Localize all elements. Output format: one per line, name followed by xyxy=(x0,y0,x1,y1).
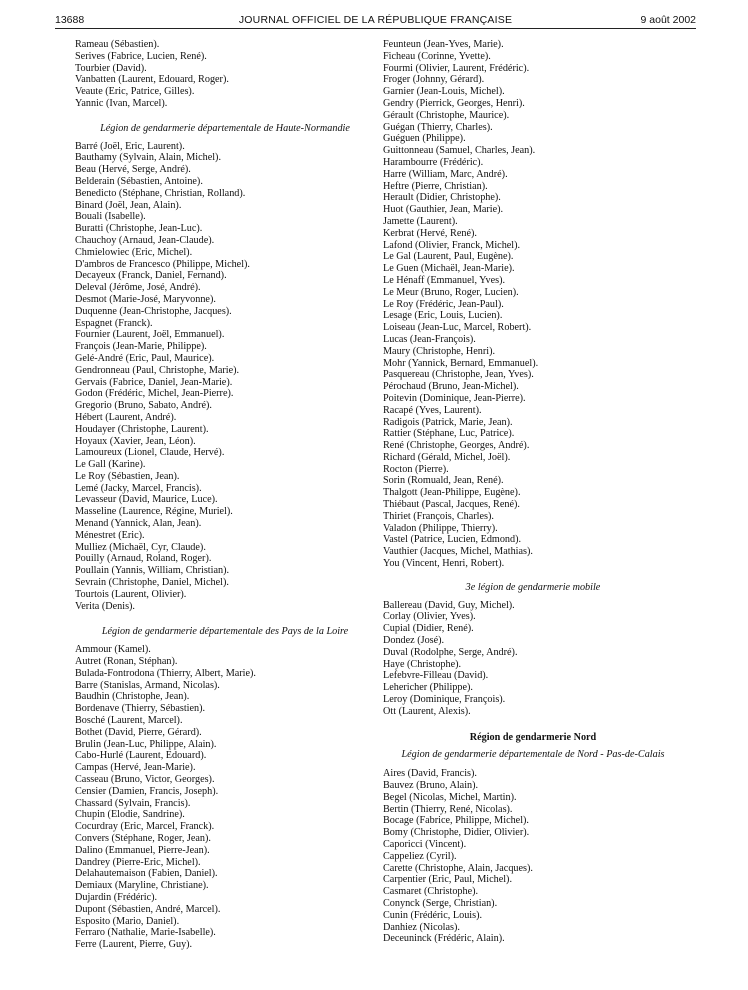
list-item: Campas (Hervé, Jean-Marie). xyxy=(75,762,196,774)
list-item: Masseline (Laurence, Régine, Muriel). xyxy=(75,506,233,518)
list-item: Levasseur (David, Maurice, Luce). xyxy=(75,494,218,506)
list-item: Lucas (Jean-François). xyxy=(383,333,476,345)
header-rule xyxy=(55,28,696,29)
page-number: 13688 xyxy=(55,14,85,26)
list-item: Racapé (Yves, Laurent). xyxy=(383,404,482,416)
list-item: You (Vincent, Henri, Robert). xyxy=(383,558,505,570)
list-item: Poullain (Yannis, William, Christian). xyxy=(75,565,230,577)
list-item: Casmaret (Christophe). xyxy=(383,886,479,898)
list-item: Duval (Rodolphe, Serge, André). xyxy=(383,646,518,658)
list-item: Serives (Fabrice, Lucien, René). xyxy=(75,50,207,62)
list-item: Valadon (Philippe, Thierry). xyxy=(383,522,498,534)
list-item: Thiriet (François, Charles). xyxy=(383,510,494,522)
name-list xyxy=(75,39,375,110)
list-item: Carpentier (Eric, Paul, Michel). xyxy=(383,874,512,886)
list-item: Dondez (José). xyxy=(383,635,445,647)
list-item: Mohr (Yannick, Bernard, Emmanuel). xyxy=(383,357,539,369)
list-item: Esposito (Mario, Daniel). xyxy=(75,915,180,927)
list-item: Godon (Frédéric, Michel, Jean-Pierre). xyxy=(75,388,234,400)
list-item: Deceuninck (Frédéric, Alain). xyxy=(383,933,505,945)
list-item: Gervais (Fabrice, Daniel, Jean-Marie). xyxy=(75,376,233,388)
list-item: Bomy (Christophe, Didier, Olivier). xyxy=(383,827,530,839)
list-item: Censier (Damien, Francis, Joseph). xyxy=(75,785,219,797)
list-item: Chupin (Elodie, Sandrine). xyxy=(75,809,185,821)
list-item: Vanbatten (Laurent, Edouard, Roger). xyxy=(75,74,229,86)
list-item: Lemé (Jacky, Marcel, Francis). xyxy=(75,482,202,494)
list-item: Chmielowiec (Eric, Michel). xyxy=(75,246,193,258)
list-item: Convers (Stéphane, Roger, Jean). xyxy=(75,833,211,844)
list-item: Harre (William, Marc, André). xyxy=(383,168,508,180)
list-item: Cabo-Hurlé (Laurent, Edouard). xyxy=(75,750,207,762)
list-item: Bothet (David, Pierre, Gérard). xyxy=(75,726,202,738)
list-item: Le Meur (Bruno, Roger, Lucien). xyxy=(383,286,519,298)
list-item: Ammour (Kamel). xyxy=(75,644,151,656)
list-item: Guégan (Thierry, Charles). xyxy=(383,121,493,133)
list-item: Bocage (Fabrice, Philippe, Michel). xyxy=(383,815,529,827)
list-item: Lafond (Olivier, Franck, Michel). xyxy=(383,239,521,251)
page-header xyxy=(55,9,696,27)
list-item: Le Guen (Michaël, Jean-Marie). xyxy=(383,263,515,275)
section-title-mobile: 3e légion de gendarmerie mobile xyxy=(465,581,601,593)
list-item: Gendronneau (Paul, Christophe, Marie). xyxy=(75,364,240,376)
journal-title: JOURNAL OFFICIEL DE LA RÉPUBLIQUE FRANÇAISE xyxy=(238,14,513,26)
list-item: Bulada-Fontrodona (Thierry, Albert, Marie). xyxy=(75,667,256,679)
list-item: Jamette (Laurent). xyxy=(383,215,458,227)
list-item: Ott (Laurent, Alexis). xyxy=(383,705,471,717)
list-item: Fourmi (Olivier, Laurent, Frédéric). xyxy=(383,62,530,74)
list-item: Thalgott (Jean-Philippe, Eugène). xyxy=(383,487,521,499)
list-item: Cocurdray (Eric, Marcel, Franck). xyxy=(75,821,215,833)
list-item: Bordenave (Thierry, Sébastien). xyxy=(75,703,206,715)
list-item: Begel (Nicolas, Michel, Martin). xyxy=(383,791,517,803)
name-list xyxy=(75,644,375,951)
list-item: Bauvez (Bruno, Alain). xyxy=(383,780,479,792)
list-item: Lesage (Eric, Louis, Lucien). xyxy=(383,310,503,322)
list-item: Vauthier (Jacques, Michel, Mathias). xyxy=(383,546,533,558)
list-item: Fournier (Laurent, Joël, Emmanuel). xyxy=(75,329,225,341)
name-list xyxy=(383,39,683,570)
list-item: Verita (Denis). xyxy=(75,600,135,612)
list-item: Herault (Didier, Christophe). xyxy=(383,192,501,204)
list-item: Hoyaux (Xavier, Jean, Léon). xyxy=(75,435,196,447)
list-item: Aires (David, Francis). xyxy=(383,768,477,780)
list-item: Sevrain (Christophe, Daniel, Michel). xyxy=(75,577,229,589)
list-item: Hébert (Laurent, André). xyxy=(75,411,177,423)
list-item: Dandrey (Pierre-Eric, Michel). xyxy=(75,856,201,868)
list-item: Benedicto (Stéphane, Christian, Rolland). xyxy=(75,187,246,199)
list-item: René (Christophe, Georges, André). xyxy=(383,440,530,452)
list-item: Haye (Christophe). xyxy=(383,658,462,670)
list-item: Gérault (Christophe, Maurice). xyxy=(383,109,510,121)
list-item: Rattier (Stéphane, Luc, Patrice). xyxy=(383,428,515,440)
list-item: Autret (Ronan, Stéphan). xyxy=(75,656,178,668)
list-item: Rocton (Pierre). xyxy=(383,463,449,475)
list-item: Ménestret (Eric). xyxy=(75,529,145,541)
list-item: Yannic (Ivan, Marcel). xyxy=(75,97,168,109)
list-item: Rameau (Sébastien). xyxy=(75,39,160,50)
list-item: Huot (Gauthier, Jean, Marie). xyxy=(383,204,504,216)
list-item: Feunteun (Jean-Yves, Marie). xyxy=(383,39,504,50)
list-item: François (Jean-Marie, Philippe). xyxy=(75,341,207,353)
list-item: Guéguen (Philippe). xyxy=(383,133,466,145)
section-title-nord-pas-de-calais: Légion de gendarmerie départementale de Nord - Pas-de-Calais xyxy=(401,749,665,761)
list-item: Le Roy (Frédéric, Jean-Paul). xyxy=(383,298,504,310)
list-item: Ballereau (David, Guy, Michel). xyxy=(383,599,515,611)
list-item: Sorin (Romuald, Jean, René). xyxy=(383,475,504,487)
section-title-pays-de-la-loire: Légion de gendarmerie départementale des Pays de la Loire xyxy=(101,626,349,638)
list-item: Le Gal (Laurent, Paul, Eugène). xyxy=(383,251,514,263)
list-item: Baudhin (Christophe, Jean). xyxy=(75,691,190,703)
list-item: Brulin (Jean-Luc, Philippe, Alain). xyxy=(75,738,217,750)
list-item: Dupont (Sébastien, André, Marcel). xyxy=(75,903,221,915)
list-item: Danhiez (Nicolas). xyxy=(383,921,460,933)
left-column xyxy=(75,39,375,951)
list-item: Duquenne (Jean-Christophe, Jacques). xyxy=(75,305,232,317)
list-item: Gelé-André (Eric, Paul, Maurice). xyxy=(75,352,215,364)
list-item: Lamoureux (Lionel, Claude, Hervé). xyxy=(75,447,225,459)
list-item: Harambourre (Frédéric). xyxy=(383,156,484,168)
list-item: Barre (Stanislas, Armand, Nicolas). xyxy=(75,679,220,691)
list-item: Belderain (Sébastien, Antoine). xyxy=(75,175,203,187)
list-item: Barré (Joël, Eric, Laurent). xyxy=(75,140,185,152)
list-item: Decayeux (Franck, Daniel, Fernand). xyxy=(75,270,227,282)
list-item: Maury (Christophe, Henri). xyxy=(383,345,496,357)
list-item: Conynck (Serge, Christian). xyxy=(383,897,498,909)
list-item: Tourtois (Laurent, Olivier). xyxy=(75,588,187,600)
list-item: Lefebvre-Filleau (David). xyxy=(383,670,489,682)
list-item: Ficheau (Corinne, Yvette). xyxy=(383,50,491,62)
list-item: D'ambros de Francesco (Philippe, Michel). xyxy=(75,258,250,270)
list-item: Ferraro (Nathalie, Marie-Isabelle). xyxy=(75,927,216,939)
list-item: Desmot (Marie-José, Maryvonne). xyxy=(75,293,216,305)
list-item: Lehericher (Philippe). xyxy=(383,682,473,694)
list-item: Gendry (Pierrick, Georges, Henri). xyxy=(383,97,525,109)
right-column xyxy=(383,39,683,945)
list-item: Dalino (Emmanuel, Pierre-Jean). xyxy=(75,844,210,856)
list-item: Richard (Gérald, Michel, Joël). xyxy=(383,451,511,463)
list-item: Chauchoy (Arnaud, Jean-Claude). xyxy=(75,234,215,246)
list-item: Chassard (Sylvain, Francis). xyxy=(75,797,191,809)
list-item: Espagnet (Franck). xyxy=(75,317,153,329)
list-item: Cappeliez (Cyril). xyxy=(383,850,457,862)
list-item: Loiseau (Jean-Luc, Marcel, Robert). xyxy=(383,322,532,334)
list-item: Bauthamy (Sylvain, Alain, Michel). xyxy=(75,152,221,164)
list-item: Casseau (Bruno, Victor, Georges). xyxy=(75,774,215,786)
list-item: Corlay (Olivier, Yves). xyxy=(383,611,476,623)
list-item: Binard (Joël, Jean, Alain). xyxy=(75,199,182,211)
name-list xyxy=(75,141,375,613)
list-item: Bouali (Isabelle). xyxy=(75,211,146,223)
section-title-haute-normandie: Légion de gendarmerie départementale de Haute-Normandie xyxy=(100,122,350,134)
list-item: Froger (Johnny, Gérard). xyxy=(383,74,485,86)
list-item: Deleval (Jérôme, José, André). xyxy=(75,282,201,294)
list-item: Garnier (Jean-Louis, Michel). xyxy=(383,86,505,98)
list-item: Demiaux (Maryline, Christiane). xyxy=(75,880,209,892)
list-item: Le Roy (Sébastien, Jean). xyxy=(75,470,180,482)
list-item: Radigois (Patrick, Marie, Jean). xyxy=(383,416,513,428)
list-item: Pasquereau (Christophe, Jean, Yves). xyxy=(383,369,534,381)
list-item: Beau (Hervé, Serge, André). xyxy=(75,164,191,176)
list-item: Le Gall (Karine). xyxy=(75,459,146,471)
list-item: Leroy (Dominique, François). xyxy=(383,694,506,706)
list-item: Thiébaut (Pascal, Jacques, René). xyxy=(383,499,520,511)
list-item: Gregorio (Bruno, Sabato, André). xyxy=(75,400,212,412)
list-item: Veaute (Eric, Patrice, Gilles). xyxy=(75,86,195,98)
region-title-nord: Région de gendarmerie Nord xyxy=(469,731,597,743)
name-list xyxy=(383,768,683,945)
list-item: Poitevin (Dominique, Jean-Pierre). xyxy=(383,392,526,404)
list-item: Pérochaud (Bruno, Jean-Michel). xyxy=(383,381,519,393)
list-item: Pouilly (Arnaud, Roland, Roger). xyxy=(75,553,212,565)
list-item: Bosché (Laurent, Marcel). xyxy=(75,715,183,727)
list-item: Carette (Christophe, Alain, Jacques). xyxy=(383,862,533,874)
list-item: Caporicci (Vincent). xyxy=(383,839,467,850)
list-item: Le Hénaff (Emmanuel, Yves). xyxy=(383,274,506,286)
list-item: Buratti (Christophe, Jean-Luc). xyxy=(75,223,203,235)
list-item: Mulliez (Michaël, Cyr, Claude). xyxy=(75,541,206,553)
list-item: Menand (Yannick, Alan, Jean). xyxy=(75,518,202,530)
list-item: Delahautemaison (Fabien, Daniel). xyxy=(75,868,218,880)
list-item: Vastel (Patrice, Lucien, Edmond). xyxy=(383,534,522,546)
list-item: Kerbrat (Hervé, René). xyxy=(383,227,477,239)
list-item: Tourbier (David). xyxy=(75,62,147,74)
list-item: Heftre (Pierre, Christian). xyxy=(383,180,488,192)
list-item: Cupial (Didier, René). xyxy=(383,623,474,635)
list-item: Houdayer (Christophe, Laurent). xyxy=(75,423,209,435)
list-item: Bertin (Thierry, René, Nicolas). xyxy=(383,803,513,815)
name-list xyxy=(383,600,683,718)
list-item: Guittonneau (Samuel, Charles, Jean). xyxy=(383,145,536,157)
list-item: Cunin (Frédéric, Louis). xyxy=(383,909,483,921)
issue-date: 9 août 2002 xyxy=(640,14,696,26)
list-item: Dujardin (Frédéric). xyxy=(75,891,158,903)
list-item: Ferre (Laurent, Pierre, Guy). xyxy=(75,939,193,951)
